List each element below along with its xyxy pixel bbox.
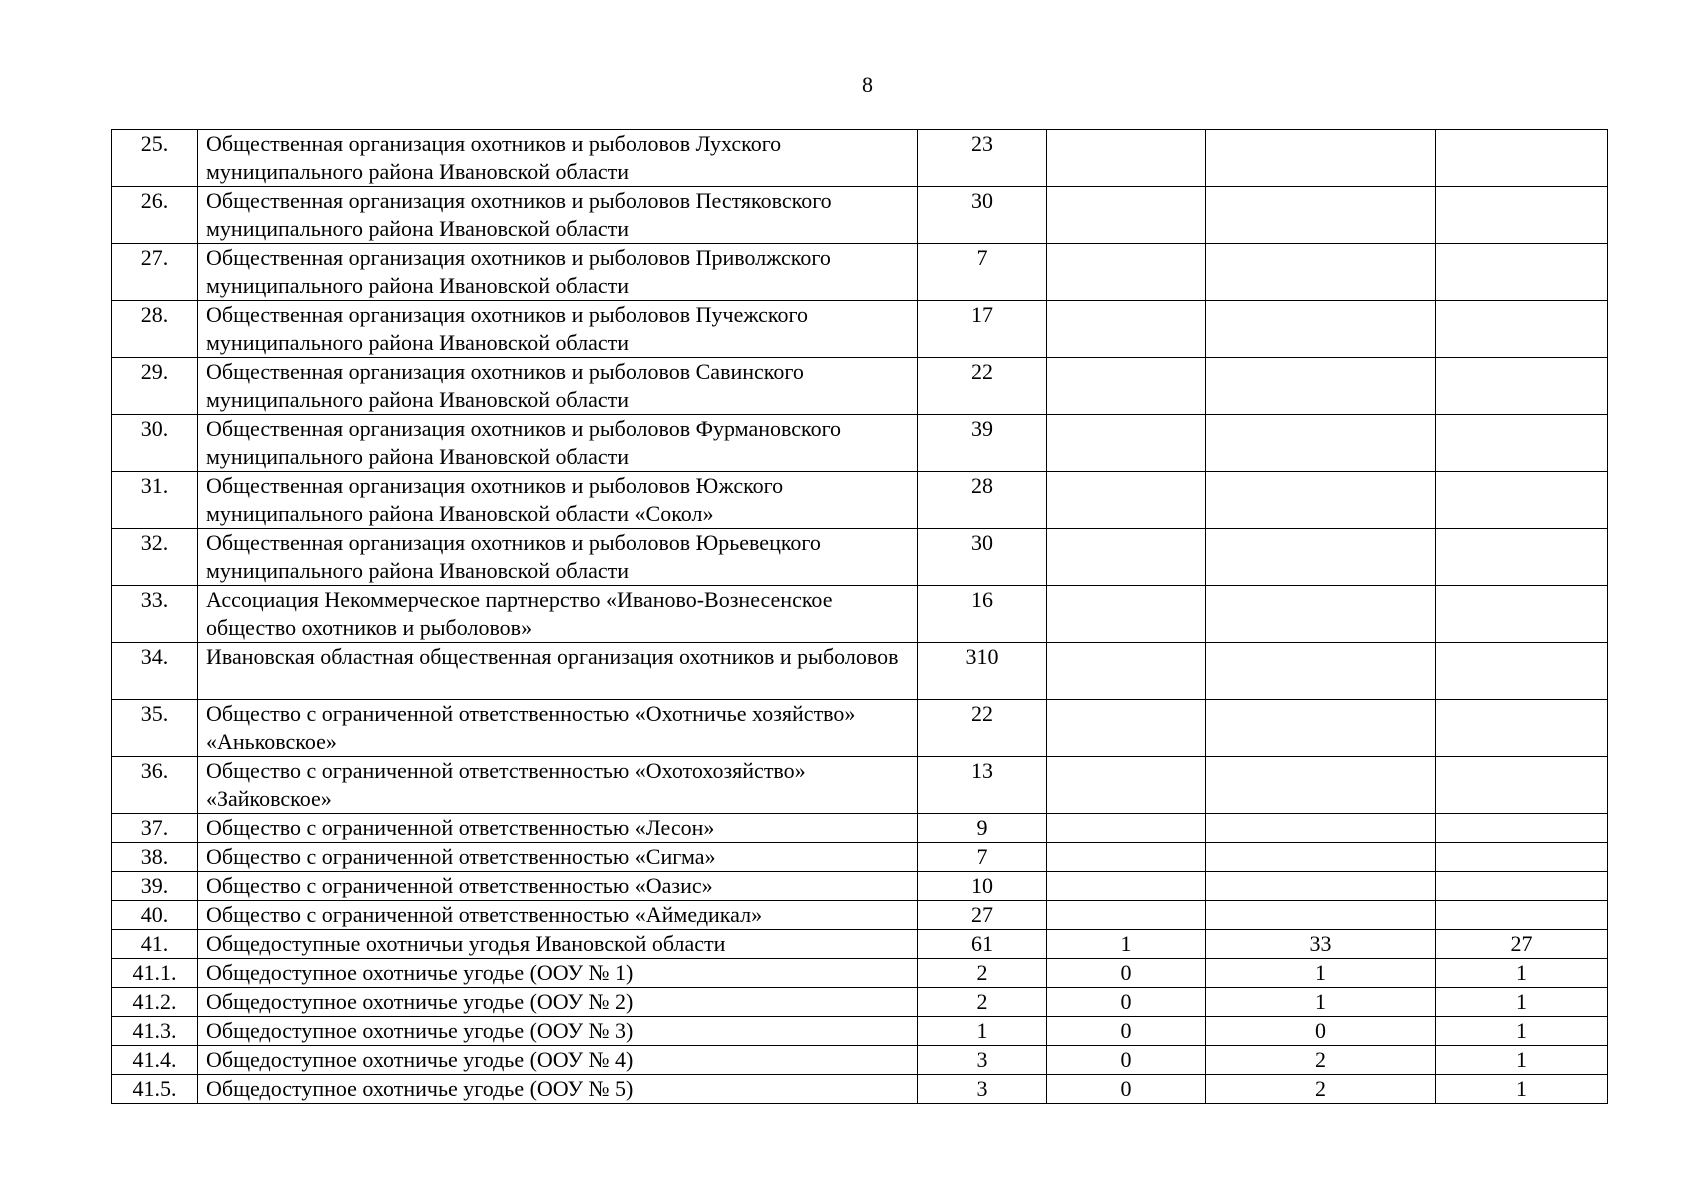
table-row <box>112 930 1608 959</box>
column-3-value <box>1436 843 1608 872</box>
column-3-value <box>1436 901 1608 930</box>
organization-name: Общедоступное охотничье угодье (ООУ № 5) <box>198 1075 918 1104</box>
organization-name: Общество с ограниченной ответственностью «Оазис» <box>198 872 918 901</box>
column-2-value <box>1206 700 1436 757</box>
table-row <box>112 757 1608 814</box>
total-value: 10 <box>918 872 1047 901</box>
column-1-value: 0 <box>1047 1017 1206 1046</box>
column-2-value <box>1206 757 1436 814</box>
row-number: 30. <box>112 415 198 472</box>
table-row <box>112 1046 1608 1075</box>
organization-name: Ивановская областная общественная организация охотников и рыболовов <box>198 643 918 700</box>
total-value: 22 <box>918 358 1047 415</box>
table-row <box>112 415 1608 472</box>
table-row <box>112 529 1608 586</box>
row-number: 28. <box>112 301 198 358</box>
table-row <box>112 988 1608 1017</box>
row-number: 25. <box>112 130 198 187</box>
column-2-value <box>1206 415 1436 472</box>
column-2-value <box>1206 901 1436 930</box>
column-3-value: 1 <box>1436 1017 1608 1046</box>
total-value: 2 <box>918 959 1047 988</box>
row-number: 26. <box>112 187 198 244</box>
organization-name: Ассоциация Некоммерческое партнерство «Иваново-Вознесенское общество охотников и рыболовов» <box>198 586 918 643</box>
column-1-value <box>1047 814 1206 843</box>
column-1-value <box>1047 358 1206 415</box>
row-number: 33. <box>112 586 198 643</box>
column-3-value <box>1436 700 1608 757</box>
column-1-value <box>1047 843 1206 872</box>
total-value: 310 <box>918 643 1047 700</box>
table-row <box>112 643 1608 700</box>
column-3-value <box>1436 643 1608 700</box>
column-2-value <box>1206 586 1436 643</box>
column-1-value <box>1047 872 1206 901</box>
row-number: 40. <box>112 901 198 930</box>
row-number: 41.4. <box>112 1046 198 1075</box>
column-2-value <box>1206 244 1436 301</box>
table-row <box>112 901 1608 930</box>
organization-name: Общественная организация охотников и рыболовов Юрьевецкого муниципального района Ивановской области <box>198 529 918 586</box>
row-number: 41.1. <box>112 959 198 988</box>
organization-name: Общедоступное охотничье угодье (ООУ № 4) <box>198 1046 918 1075</box>
total-value: 7 <box>918 244 1047 301</box>
table-row <box>112 301 1608 358</box>
total-value: 16 <box>918 586 1047 643</box>
row-number: 38. <box>112 843 198 872</box>
column-1-value: 0 <box>1047 1075 1206 1104</box>
column-2-value: 1 <box>1206 959 1436 988</box>
column-1-value <box>1047 901 1206 930</box>
organization-name: Общество с ограниченной ответственностью «Аймедикал» <box>198 901 918 930</box>
column-1-value <box>1047 643 1206 700</box>
total-value: 13 <box>918 757 1047 814</box>
table-row <box>112 130 1608 187</box>
total-value: 30 <box>918 187 1047 244</box>
page-number: 8 <box>862 72 873 97</box>
column-3-value: 1 <box>1436 1075 1608 1104</box>
column-3-value <box>1436 301 1608 358</box>
column-1-value: 0 <box>1047 988 1206 1017</box>
column-3-value <box>1436 757 1608 814</box>
organization-name: Общедоступное охотничье угодье (ООУ № 3) <box>198 1017 918 1046</box>
table-row <box>112 472 1608 529</box>
table-row <box>112 959 1608 988</box>
row-number: 29. <box>112 358 198 415</box>
organization-name: Общественная организация охотников и рыболовов Пучежского муниципального района Ивановской области <box>198 301 918 358</box>
organization-name: Общество с ограниченной ответственностью «Лесон» <box>198 814 918 843</box>
column-3-value <box>1436 814 1608 843</box>
column-3-value: 1 <box>1436 988 1608 1017</box>
total-value: 9 <box>918 814 1047 843</box>
row-number: 41.5. <box>112 1075 198 1104</box>
column-3-value: 1 <box>1436 1046 1608 1075</box>
column-1-value <box>1047 415 1206 472</box>
table-row <box>112 1075 1608 1104</box>
column-1-value: 1 <box>1047 930 1206 959</box>
organization-name: Общественная организация охотников и рыболовов Южского муниципального района Ивановской области «Сокол» <box>198 472 918 529</box>
organization-name: Общество с ограниченной ответственностью «Сигма» <box>198 843 918 872</box>
row-number: 36. <box>112 757 198 814</box>
organization-name: Общественная организация охотников и рыболовов Лухского муниципального района Ивановской области <box>198 130 918 187</box>
column-1-value <box>1047 700 1206 757</box>
organization-name: Общедоступные охотничьи угодья Ивановской области <box>198 930 918 959</box>
total-value: 30 <box>918 529 1047 586</box>
total-value: 27 <box>918 901 1047 930</box>
total-value: 39 <box>918 415 1047 472</box>
total-value: 23 <box>918 130 1047 187</box>
data-table <box>111 129 1608 1104</box>
column-2-value <box>1206 643 1436 700</box>
column-3-value <box>1436 529 1608 586</box>
column-2-value <box>1206 472 1436 529</box>
total-value: 22 <box>918 700 1047 757</box>
row-number: 34. <box>112 643 198 700</box>
row-number: 31. <box>112 472 198 529</box>
column-2-value <box>1206 843 1436 872</box>
total-value: 1 <box>918 1017 1047 1046</box>
column-3-value <box>1436 586 1608 643</box>
column-3-value: 27 <box>1436 930 1608 959</box>
total-value: 2 <box>918 988 1047 1017</box>
total-value: 3 <box>918 1075 1047 1104</box>
column-3-value <box>1436 472 1608 529</box>
column-2-value <box>1206 130 1436 187</box>
column-2-value: 2 <box>1206 1046 1436 1075</box>
row-number: 37. <box>112 814 198 843</box>
table-row <box>112 586 1608 643</box>
row-number: 32. <box>112 529 198 586</box>
column-3-value <box>1436 872 1608 901</box>
column-2-value <box>1206 872 1436 901</box>
organization-name: Общественная организация охотников и рыболовов Пестяковского муниципального района Ивановской области <box>198 187 918 244</box>
total-value: 61 <box>918 930 1047 959</box>
column-1-value <box>1047 244 1206 301</box>
total-value: 28 <box>918 472 1047 529</box>
table-row <box>112 187 1608 244</box>
organization-name: Общественная организация охотников и рыболовов Савинского муниципального района Ивановской области <box>198 358 918 415</box>
column-2-value: 1 <box>1206 988 1436 1017</box>
total-value: 3 <box>918 1046 1047 1075</box>
column-1-value: 0 <box>1047 959 1206 988</box>
row-number: 41.2. <box>112 988 198 1017</box>
table-row <box>112 872 1608 901</box>
column-1-value <box>1047 757 1206 814</box>
column-3-value <box>1436 244 1608 301</box>
organization-name: Общественная организация охотников и рыболовов Приволжского муниципального района Ивановской области <box>198 244 918 301</box>
table-row <box>112 358 1608 415</box>
column-1-value <box>1047 586 1206 643</box>
table-row <box>112 700 1608 757</box>
column-3-value <box>1436 187 1608 244</box>
column-2-value <box>1206 301 1436 358</box>
column-2-value <box>1206 187 1436 244</box>
total-value: 7 <box>918 843 1047 872</box>
column-1-value <box>1047 301 1206 358</box>
table-body <box>112 130 1608 1104</box>
column-2-value <box>1206 814 1436 843</box>
row-number: 41. <box>112 930 198 959</box>
table-row <box>112 1017 1608 1046</box>
table-row <box>112 244 1608 301</box>
total-value: 17 <box>918 301 1047 358</box>
row-number: 35. <box>112 700 198 757</box>
column-2-value: 33 <box>1206 930 1436 959</box>
column-1-value: 0 <box>1047 1046 1206 1075</box>
organization-name: Общество с ограниченной ответственностью «Охотничье хозяйство» «Аньковское» <box>198 700 918 757</box>
column-2-value <box>1206 529 1436 586</box>
column-3-value <box>1436 358 1608 415</box>
row-number: 27. <box>112 244 198 301</box>
row-number: 41.3. <box>112 1017 198 1046</box>
column-3-value <box>1436 415 1608 472</box>
column-3-value: 1 <box>1436 959 1608 988</box>
row-number: 39. <box>112 872 198 901</box>
organization-name: Общедоступное охотничье угодье (ООУ № 1) <box>198 959 918 988</box>
column-1-value <box>1047 529 1206 586</box>
column-2-value <box>1206 358 1436 415</box>
table-row <box>112 814 1608 843</box>
column-1-value <box>1047 187 1206 244</box>
organization-name: Общество с ограниченной ответственностью «Охотохозяйство» «Зайковское» <box>198 757 918 814</box>
column-2-value: 2 <box>1206 1075 1436 1104</box>
table-row <box>112 843 1608 872</box>
column-2-value: 0 <box>1206 1017 1436 1046</box>
column-1-value <box>1047 130 1206 187</box>
organization-name: Общедоступное охотничье угодье (ООУ № 2) <box>198 988 918 1017</box>
column-3-value <box>1436 130 1608 187</box>
organization-name: Общественная организация охотников и рыболовов Фурмановского муниципального района Ивановской области <box>198 415 918 472</box>
column-1-value <box>1047 472 1206 529</box>
